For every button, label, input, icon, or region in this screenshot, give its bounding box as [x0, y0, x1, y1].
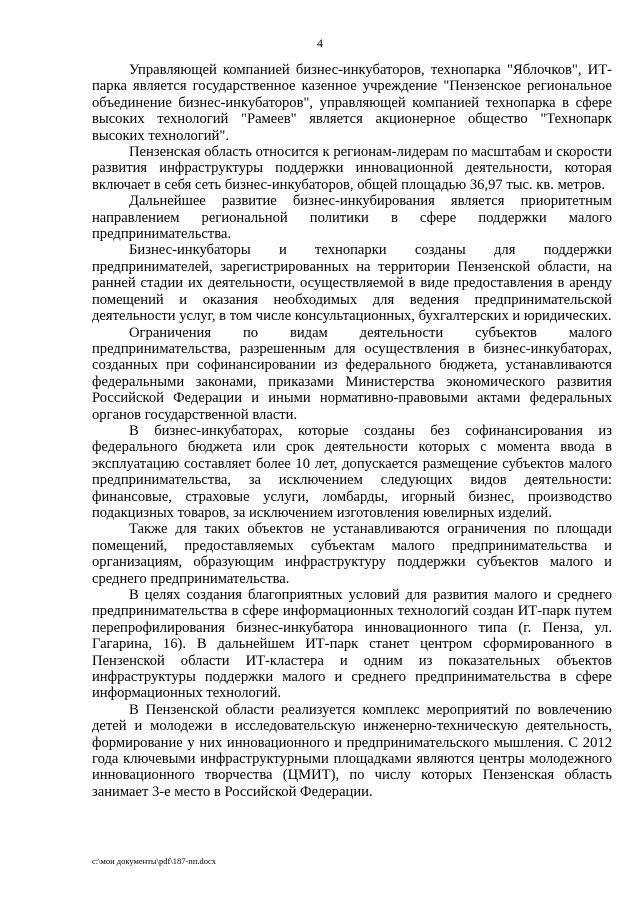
paragraph-youth-involvement: В Пензенской области реализуется комплекс мероприятий по вовлечению детей и молодежи в исследовательскую инженерно-техническую деятельность, формирование у них инновационного и предпринимательского мышления. С 2012 года ключевыми инфраструктурными площадками являются центры молодежного инновационного творчества (ЦМИТ), по числу которых Пензенская область занимает 3-е место в Российской Федерации. — [92, 701, 612, 800]
footer-file-path: c:\мои документы\pdf\187-пп.docx — [92, 856, 217, 866]
paragraph-incubators-purpose: Бизнес-инкубаторы и технопарки созданы для поддержки предпринимателей, зарегистрированных на территории Пензенской области, на ранней стадии их деятельности, осуществляемой в виде предоставления в аренду помещений и оказания необходимых для ведения предпринимательской деятельности услуг, в том числе консультационных, бухгалтерских и юридических. — [92, 242, 612, 325]
paragraph-management-companies: Управляющей компанией бизнес-инкубаторов, технопарка "Яблочков", ИТ-парка является государственное казенное учреждение "Пензенское региональное объединение бизнес-инкубаторов", управляющей компанией технопарка в сфере высоких технологий "Рамеев" является акционерное общество "Технопарк высоких технологий". — [92, 62, 612, 144]
paragraph-priority-direction: Дальнейшее развитие бизнес-инкубирования является приоритетным направлением региональной политики в сфере поддержки малого предпринимательства. — [92, 193, 612, 243]
document-body — [92, 62, 612, 800]
paragraph-activity-restrictions: Ограничения по видам деятельности субъектов малого предпринимательства, разрешенным для осуществления в бизнес-инкубаторах, созданных при софинансировании из федерального бюджета, устанавливаются федеральными законами, приказами Министерства экономического развития Российской Федерации и иными нормативно-правовыми актами федеральных органов государственной власти. — [92, 324, 612, 423]
paragraph-area-restrictions: Также для таких объектов не устанавливаются ограничения по площади помещений, предоставляемых субъектам малого предпринимательства и организациям, образующим инфраструктуру поддержки субъектов малого и среднего предпринимательства. — [92, 521, 612, 587]
paragraph-unfunded-incubators: В бизнес-инкубаторах, которые созданы без софинансирования из федерального бюджета или срок деятельности которых с момента ввода в эксплуатацию составляет более 10 лет, допускается размещение субъектов малого предпринимательства, за исключением следующих видов деятельности: финансовые, страховые услуги, ломбарды, игорный бизнес, производство подакцизных товаров, за исключением изготовления ювелирных изделий. — [92, 422, 612, 521]
page-number: 4 — [317, 36, 323, 50]
paragraph-region-leaders: Пензенская область относится к регионам-лидерам по масштабам и скорости развития инфраструктуры поддержки инновационной деятельности, которая включает в себя сеть бизнес-инкубаторов, общей площадью 36,97 тыс. кв. метров. — [92, 144, 612, 193]
paragraph-it-park: В целях создания благоприятных условий для развития малого и среднего предпринимательства в сфере информационных технологий создан ИТ-парк путем перепрофилирования бизнес-инкубатора инновационного типа (г. Пенза, ул. Гагарина, 16). В дальнейшем ИТ-парк станет центром сформированного в Пензенской области ИТ-кластера и одним из показательных объектов инфраструктуры поддержки малого и среднего предпринимательства в сфере информационных технологий. — [92, 587, 612, 702]
